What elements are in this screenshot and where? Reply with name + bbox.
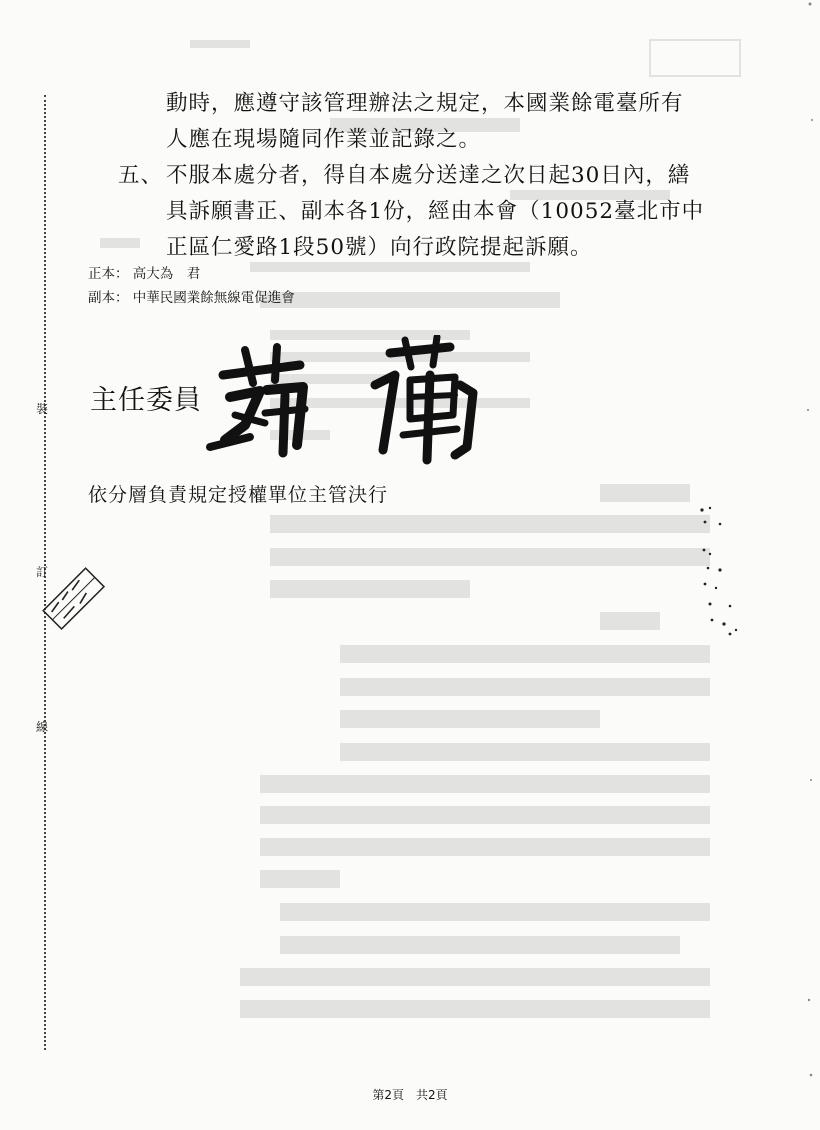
- binding-mark-bottom: 線: [36, 720, 49, 734]
- binding-mark-middle: 訂: [36, 565, 49, 579]
- item-five-line: 具訴願書正、副本各1份，經由本會（10052臺北市中: [166, 199, 705, 224]
- copy-recipient: [88, 286, 295, 310]
- item-five-label: 五、: [118, 163, 164, 188]
- archive-stamp: [40, 560, 110, 640]
- document-body: [118, 86, 718, 266]
- copy-recipient-value: 中華民國業餘無線電促進會: [132, 290, 295, 306]
- page-number: 第2頁 共2頁: [372, 1088, 448, 1102]
- original-recipient: [88, 262, 295, 286]
- original-recipient-value: 高大為 君: [132, 266, 201, 282]
- original-recipient-label: 正本：: [88, 266, 129, 282]
- scan-edge-artifact: [800, 0, 820, 1130]
- dot-marks: [690, 500, 750, 650]
- paragraph-continuation-line: 人應在現場隨同作業並記錄之。: [166, 127, 482, 152]
- binding-mark-top: 裝: [36, 402, 49, 416]
- handwritten-signature: [205, 335, 485, 465]
- recipients-block: [88, 262, 295, 310]
- item-five-line: 正區仁愛路1段50號）向行政院提起訴願。: [166, 235, 593, 260]
- signer-title: 主任委員: [90, 385, 202, 416]
- paragraph-continuation-line: 動時，應遵守該管理辦法之規定，本國業餘電臺所有: [166, 91, 684, 116]
- item-five-first-line: [118, 158, 718, 194]
- authorization-note: 依分層負責規定授權單位主管決行: [88, 484, 389, 506]
- copy-recipient-label: 副本：: [88, 290, 129, 306]
- item-five-text: 不服本處分者，得自本處分送達之次日起30日內，繕: [166, 163, 691, 188]
